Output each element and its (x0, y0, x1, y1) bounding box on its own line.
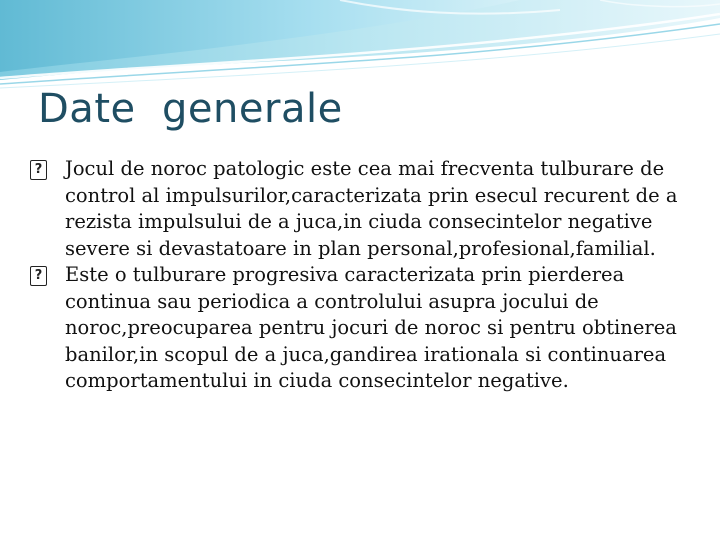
bullet-list (30, 156, 690, 395)
bullet-text: Jocul de noroc patologic este cea mai frecventa tulburare de control al impulsurilor,caracterizata prin esecul recurent de a rezista impulsului de a juca,in ciuda consecintelor negative severe si devastatoare in plan personal,profesional,familial. (65, 157, 678, 260)
bullet-text: Este o tulburare progresiva caracterizata prin pierderea continua sau periodica a controlului asupra jocului de noroc,preocuparea pentru jocuri de noroc si pentru obtinerea banilor,in scopul de a juca,gandirea irationala si continuarea comportamentului in ciuda consecintelor negative. (65, 263, 677, 392)
missing-glyph-bullet-icon: ? (30, 266, 47, 286)
missing-glyph-bullet-icon: ? (30, 160, 47, 180)
bullet-item (30, 262, 690, 395)
decorative-wave-banner (0, 0, 720, 95)
slide-title: Date generale (38, 86, 343, 132)
bullet-item (30, 156, 690, 262)
